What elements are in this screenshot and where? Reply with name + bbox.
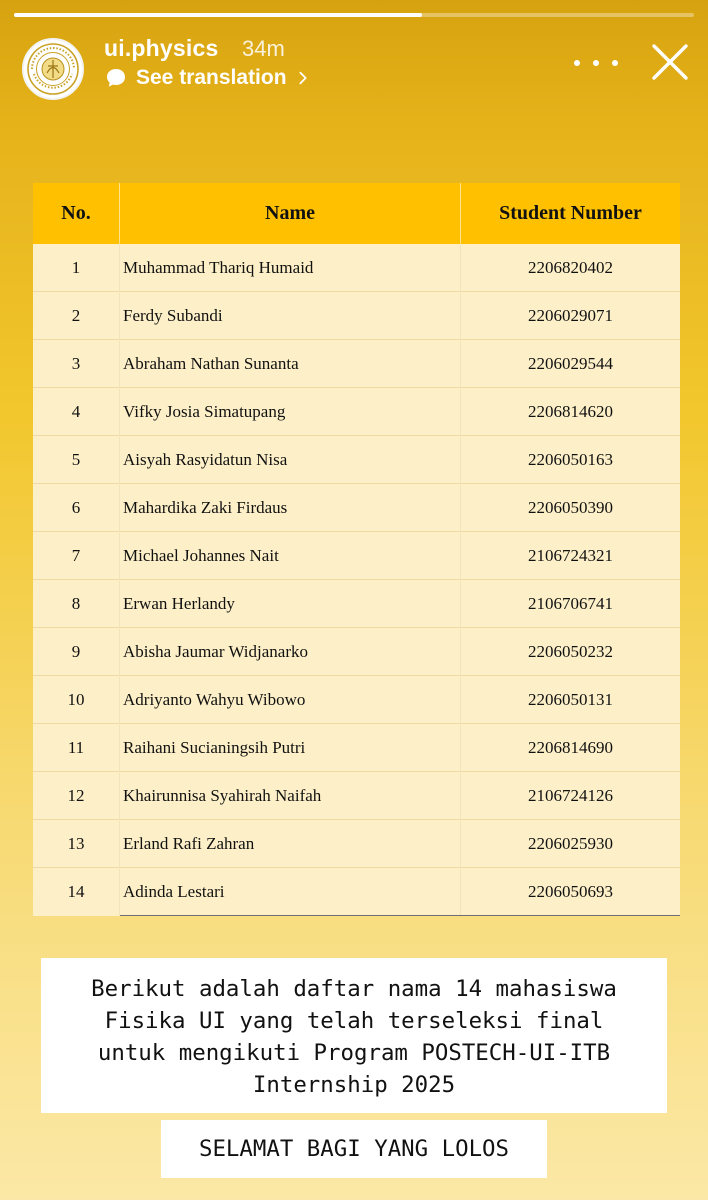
table-row [33, 436, 680, 484]
caption-line: Berikut adalah daftar nama 14 mahasiswa [91, 976, 617, 1002]
cell-student-number: 2206025930 [461, 820, 681, 868]
ui-physics-logo-icon [26, 42, 80, 96]
table-row [33, 340, 680, 388]
table-row [33, 388, 680, 436]
caption-line: Internship 2025 [252, 1072, 456, 1098]
congrats-text-box [161, 1120, 547, 1178]
close-icon[interactable] [650, 42, 690, 82]
cell-no: 3 [33, 340, 120, 388]
cell-student-number: 2206050693 [461, 868, 681, 916]
profile-avatar[interactable] [22, 38, 84, 100]
story-progress-fill [14, 13, 422, 17]
cell-student-number: 2106724126 [461, 772, 681, 820]
cell-student-number: 2206050163 [461, 436, 681, 484]
table-row [33, 868, 680, 916]
table-row [33, 676, 680, 724]
username[interactable]: ui.physics [104, 35, 219, 61]
cell-name: Michael Johannes Nait [120, 532, 461, 580]
cell-name: Abisha Jaumar Widjanarko [120, 628, 461, 676]
student-table-image [33, 183, 680, 916]
cell-student-number: 2206814690 [461, 724, 681, 772]
cell-no: 12 [33, 772, 120, 820]
cell-student-number: 2106706741 [461, 580, 681, 628]
cell-name: Aisyah Rasyidatun Nisa [120, 436, 461, 484]
cell-name: Abraham Nathan Sunanta [120, 340, 461, 388]
cell-no: 8 [33, 580, 120, 628]
cell-no: 9 [33, 628, 120, 676]
cell-no: 10 [33, 676, 120, 724]
table-header-row [33, 183, 680, 244]
caption-line: Fisika UI yang telah terseleksi final [104, 1008, 604, 1034]
cell-name: Ferdy Subandi [120, 292, 461, 340]
cell-student-number: 2206050131 [461, 676, 681, 724]
cell-name: Vifky Josia Simatupang [120, 388, 461, 436]
cell-no: 13 [33, 820, 120, 868]
cell-student-number: 2206814620 [461, 388, 681, 436]
cell-name: Mahardika Zaki Firdaus [120, 484, 461, 532]
table-row [33, 580, 680, 628]
cell-name: Erwan Herlandy [120, 580, 461, 628]
see-translation-label: See translation [136, 66, 287, 89]
table-row [33, 292, 680, 340]
cell-student-number: 2206029544 [461, 340, 681, 388]
story-progress-bar [14, 13, 694, 17]
header-student-number: Student Number [461, 183, 681, 244]
cell-student-number: 2206050232 [461, 628, 681, 676]
cell-no: 11 [33, 724, 120, 772]
dot [574, 60, 580, 66]
see-translation-button[interactable] [104, 64, 311, 92]
header-name: Name [120, 183, 461, 244]
table-row [33, 484, 680, 532]
table-row [33, 724, 680, 772]
table-row [33, 820, 680, 868]
header-no: No. [33, 183, 120, 244]
table-row [33, 532, 680, 580]
caption-text-box [41, 958, 667, 1113]
cell-student-number: 2206820402 [461, 244, 681, 292]
post-time: 34m [242, 36, 285, 61]
cell-name: Raihani Sucianingsih Putri [120, 724, 461, 772]
cell-student-number: 2106724321 [461, 532, 681, 580]
cell-no: 2 [33, 292, 120, 340]
cell-name: Muhammad Thariq Humaid [120, 244, 461, 292]
cell-no: 7 [33, 532, 120, 580]
cell-no: 4 [33, 388, 120, 436]
cell-name: Adinda Lestari [120, 868, 461, 916]
table-row [33, 244, 680, 292]
cell-student-number: 2206050390 [461, 484, 681, 532]
dot [612, 60, 618, 66]
cell-no: 14 [33, 868, 120, 916]
congrats-text: SELAMAT BAGI YANG LOLOS [198, 1136, 510, 1162]
speech-bubble-icon [104, 66, 128, 90]
cell-no: 5 [33, 436, 120, 484]
student-table [33, 183, 680, 916]
table-row [33, 772, 680, 820]
caption-line: untuk mengikuti Program POSTECH-UI-ITB [97, 1040, 611, 1066]
cell-name: Erland Rafi Zahran [120, 820, 461, 868]
cell-name: Adriyanto Wahyu Wibowo [120, 676, 461, 724]
chevron-right-icon [295, 70, 311, 86]
cell-student-number: 2206029071 [461, 292, 681, 340]
cell-no: 1 [33, 244, 120, 292]
cell-no: 6 [33, 484, 120, 532]
dot [593, 60, 599, 66]
more-options-button[interactable] [574, 56, 618, 70]
table-row [33, 628, 680, 676]
cell-name: Khairunnisa Syahirah Naifah [120, 772, 461, 820]
